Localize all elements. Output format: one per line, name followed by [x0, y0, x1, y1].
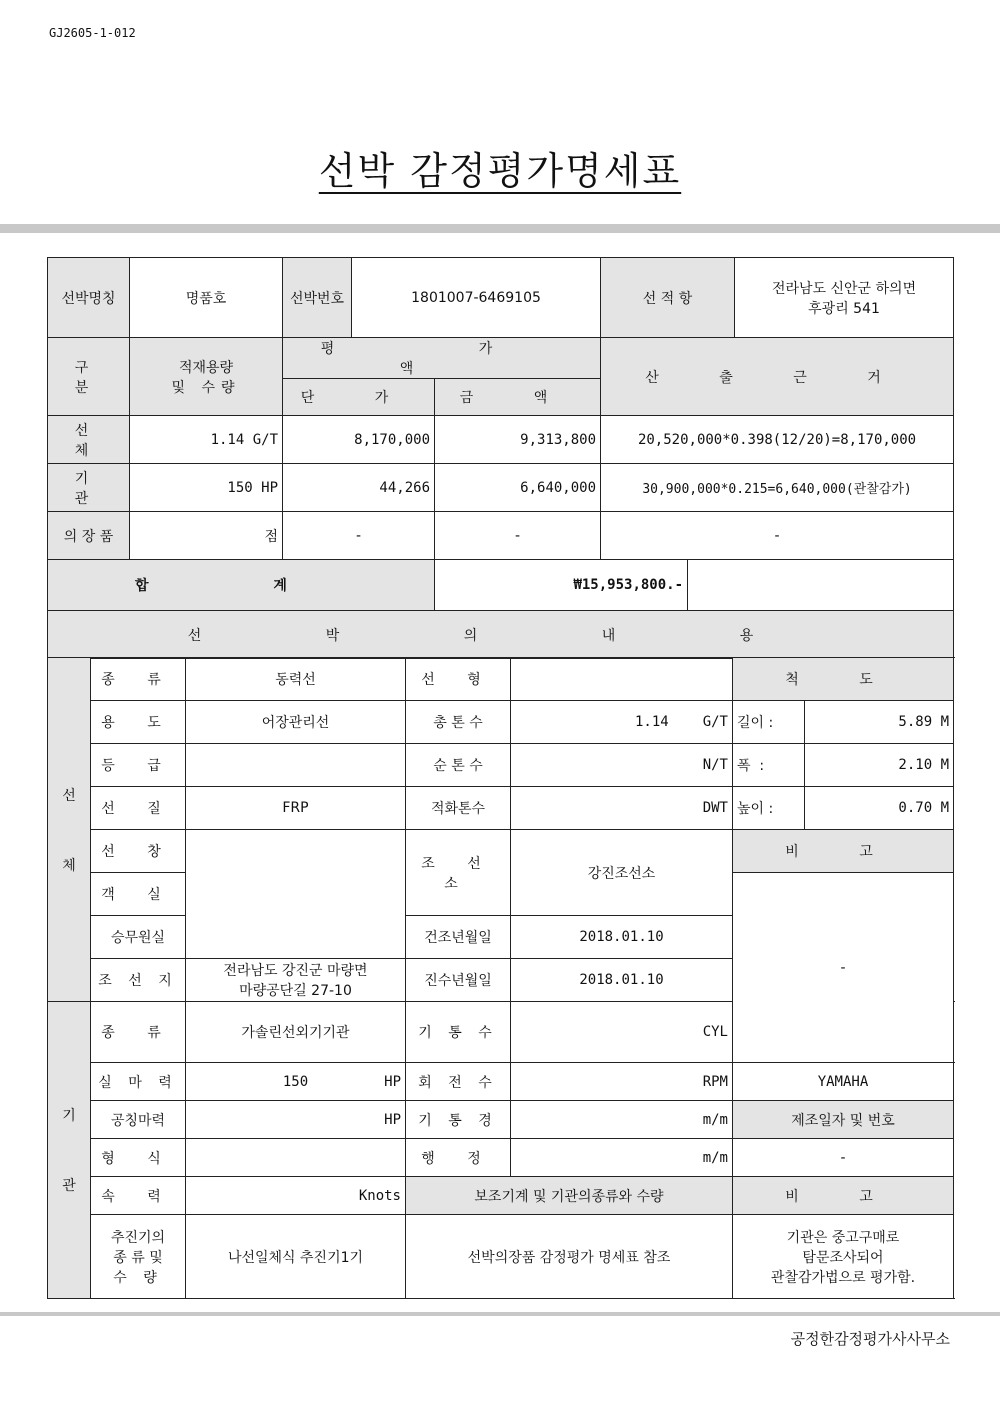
- table-row: [48, 512, 954, 560]
- propeller-label: [91, 1215, 186, 1299]
- port-value-line-1: 전라남도 신안군 하의면: [771, 280, 917, 297]
- hull-type-label: 종 류: [91, 658, 186, 701]
- engine-section-label: [48, 1002, 91, 1299]
- basis-header: 산 출 근 거: [601, 338, 954, 416]
- hull-remark-value: -: [733, 873, 954, 1063]
- build-site-label: 조 선 지: [91, 959, 186, 1002]
- row-unit-price: 44,266: [283, 464, 435, 512]
- engine-type-label: 종 류: [91, 1002, 186, 1063]
- quantity-header: [130, 338, 283, 416]
- table-row: [48, 464, 954, 512]
- built-date-label: 건조년월일: [406, 916, 511, 959]
- hull-use-value: 어장관리선: [186, 701, 406, 744]
- hull-section-char-2: 체: [62, 857, 76, 874]
- row-unit-price: 8,170,000: [283, 416, 435, 464]
- office-name: 공정한감정평가사사무소: [790, 1330, 950, 1348]
- propeller-label-line-3: 수 량: [113, 1269, 163, 1286]
- total-blank: [688, 560, 954, 611]
- ship-name-label: 선박명칭: [48, 258, 130, 338]
- nominal-power-label: 공칭마력: [91, 1101, 186, 1139]
- load-tonnage-value: [511, 787, 733, 830]
- engine-form-value: [186, 1139, 406, 1177]
- row-amount: -: [435, 512, 601, 560]
- nominal-power-value: [186, 1101, 406, 1139]
- row-quantity: 1.14 G/T: [130, 416, 283, 464]
- quantity-header-line-2: 및 수량: [171, 379, 241, 396]
- port-label: 선 적 항: [601, 258, 735, 338]
- row-quantity: 150 HP: [130, 464, 283, 512]
- hull-use-label: 용 도: [91, 701, 186, 744]
- dimension-header: 척 도: [733, 658, 954, 701]
- hull-section-char-1: 선: [62, 787, 76, 804]
- engine-section-char-1: 기: [62, 1108, 76, 1124]
- cylinder-count-value: CYL: [511, 1002, 733, 1063]
- gross-tonnage-number: 1.14: [634, 714, 669, 730]
- nominal-power-unit: HP: [384, 1111, 401, 1128]
- engine-remark-line-2: 탐문조사되어: [802, 1249, 884, 1266]
- page-title: 선박 감정평가명세표: [318, 149, 682, 193]
- row-amount: 6,640,000: [435, 464, 601, 512]
- auxiliary-value: 선박의장품 감정평가 명세표 참조: [406, 1215, 733, 1299]
- stroke-label: 행 정: [406, 1139, 511, 1177]
- quantity-header-line-1: 적재용량: [178, 359, 234, 376]
- hull-shape-label: 선 형: [406, 658, 511, 701]
- top-divider: [0, 224, 1000, 233]
- speed-value: Knots: [186, 1177, 406, 1215]
- gross-tonnage-value: [511, 701, 733, 744]
- hold-label: 선 창: [91, 830, 186, 873]
- hull-grade-value: [186, 744, 406, 787]
- hull-material-value: FRP: [186, 787, 406, 830]
- row-basis: -: [601, 512, 954, 560]
- ship-name-value: 명품호: [130, 258, 283, 338]
- engine-power-value: [186, 1063, 406, 1101]
- engine-power-unit: HP: [384, 1073, 401, 1090]
- shipyard-value: 강진조선소: [511, 830, 733, 916]
- row-label: 선 체: [48, 416, 130, 464]
- built-date-value: 2018.01.10: [511, 916, 733, 959]
- bore-label: 기 통 경: [406, 1101, 511, 1139]
- document-id: GJ2605-1-012: [49, 26, 136, 40]
- total-amount: ₩15,953,800.-: [435, 560, 688, 611]
- bottom-divider: [0, 1312, 1000, 1316]
- content-heading: 선 박 의 내 용: [48, 611, 954, 659]
- port-value-line-2: 후광리 541: [808, 300, 880, 317]
- launch-date-label: 진수년월일: [406, 959, 511, 1002]
- hull-remark-header: 비 고: [733, 830, 954, 873]
- cabin-label: 객 실: [91, 873, 186, 916]
- net-tonnage-value: [511, 744, 733, 787]
- net-tonnage-label: 순 톤 수: [406, 744, 511, 787]
- hull-type-value: 동력선: [186, 658, 406, 701]
- valuation-header: 평 가 액: [283, 338, 601, 379]
- hull-material-label: 선 질: [91, 787, 186, 830]
- width-value: 2.10 M: [805, 744, 954, 787]
- crew-room-label: 승무원실: [91, 916, 186, 959]
- engine-remark-header: 비 고: [733, 1177, 954, 1215]
- propeller-value: 나선일체식 추진기1기: [186, 1215, 406, 1299]
- load-tonnage-unit: DWT: [702, 800, 728, 816]
- hold-value: [186, 830, 406, 959]
- ship-content-table: [47, 657, 954, 1299]
- row-label: 기 관: [48, 464, 130, 512]
- table-row: [48, 416, 954, 464]
- bore-value: m/m: [511, 1101, 733, 1139]
- cylinder-count-label: 기 통 수: [406, 1002, 511, 1063]
- engine-remark-line-1: 기관은 중고구매로: [786, 1229, 900, 1246]
- row-unit-price: -: [283, 512, 435, 560]
- build-site-value: [186, 959, 406, 1002]
- valuation-table: [47, 257, 954, 659]
- unit-price-header: 단 가: [283, 379, 435, 416]
- rpm-value: RPM: [511, 1063, 733, 1101]
- length-label: 길이 :: [733, 701, 805, 744]
- manufacture-date-header: 제조일자 및 번호: [733, 1101, 954, 1139]
- hull-shape-value: [511, 658, 733, 701]
- shipyard-label: 조 선 소: [406, 830, 511, 916]
- speed-label: 속 력: [91, 1177, 186, 1215]
- category-header: 구 분: [48, 338, 130, 416]
- row-basis: 20,520,000*0.398(12/20)=8,170,000: [601, 416, 954, 464]
- launch-date-value: 2018.01.10: [511, 959, 733, 1002]
- engine-type-value: 가솔린선외기기관: [186, 1002, 406, 1063]
- width-label: 폭 :: [733, 744, 805, 787]
- row-quantity: 점: [130, 512, 283, 560]
- height-value: 0.70 M: [805, 787, 954, 830]
- amount-header: 금 액: [435, 379, 601, 416]
- build-site-line-1: 전라남도 강진군 마량면: [223, 963, 368, 979]
- row-label: 의 장 품: [48, 512, 130, 560]
- gross-tonnage-unit: G/T: [702, 714, 728, 730]
- net-tonnage-unit: N/T: [702, 757, 728, 773]
- ship-number-value: 1801007-6469105: [352, 258, 601, 338]
- manufacture-date-value: -: [733, 1139, 954, 1177]
- total-label: 합 계: [48, 560, 435, 611]
- hull-section-label: [48, 658, 91, 1002]
- row-basis: 30,900,000*0.215=6,640,000(관찰감가): [601, 464, 954, 512]
- propeller-label-line-2: 종 류 및: [113, 1249, 163, 1266]
- engine-remark-line-3: 관찰감가법으로 평가함.: [770, 1269, 916, 1286]
- maker-value: YAMAHA: [733, 1063, 954, 1101]
- ship-number-label: 선박번호: [283, 258, 352, 338]
- auxiliary-header: 보조기계 및 기관의종류와 수량: [406, 1177, 733, 1215]
- rpm-label: 회 전 수: [406, 1063, 511, 1101]
- load-tonnage-label: 적화톤수: [406, 787, 511, 830]
- port-value: [735, 258, 954, 338]
- engine-section-char-2: 관: [62, 1178, 76, 1194]
- engine-form-label: 형 식: [91, 1139, 186, 1177]
- gross-tonnage-label: 총 톤 수: [406, 701, 511, 744]
- propeller-label-line-1: 추진기의: [110, 1229, 166, 1246]
- engine-remark-value: [733, 1215, 954, 1299]
- engine-power-label: 실 마 력: [91, 1063, 186, 1101]
- row-amount: 9,313,800: [435, 416, 601, 464]
- engine-power-number: 150: [282, 1073, 309, 1090]
- build-site-line-2: 마량공단길 27-10: [239, 983, 352, 999]
- hull-grade-label: 등 급: [91, 744, 186, 787]
- length-value: 5.89 M: [805, 701, 954, 744]
- stroke-value: m/m: [511, 1139, 733, 1177]
- height-label: 높이 :: [733, 787, 805, 830]
